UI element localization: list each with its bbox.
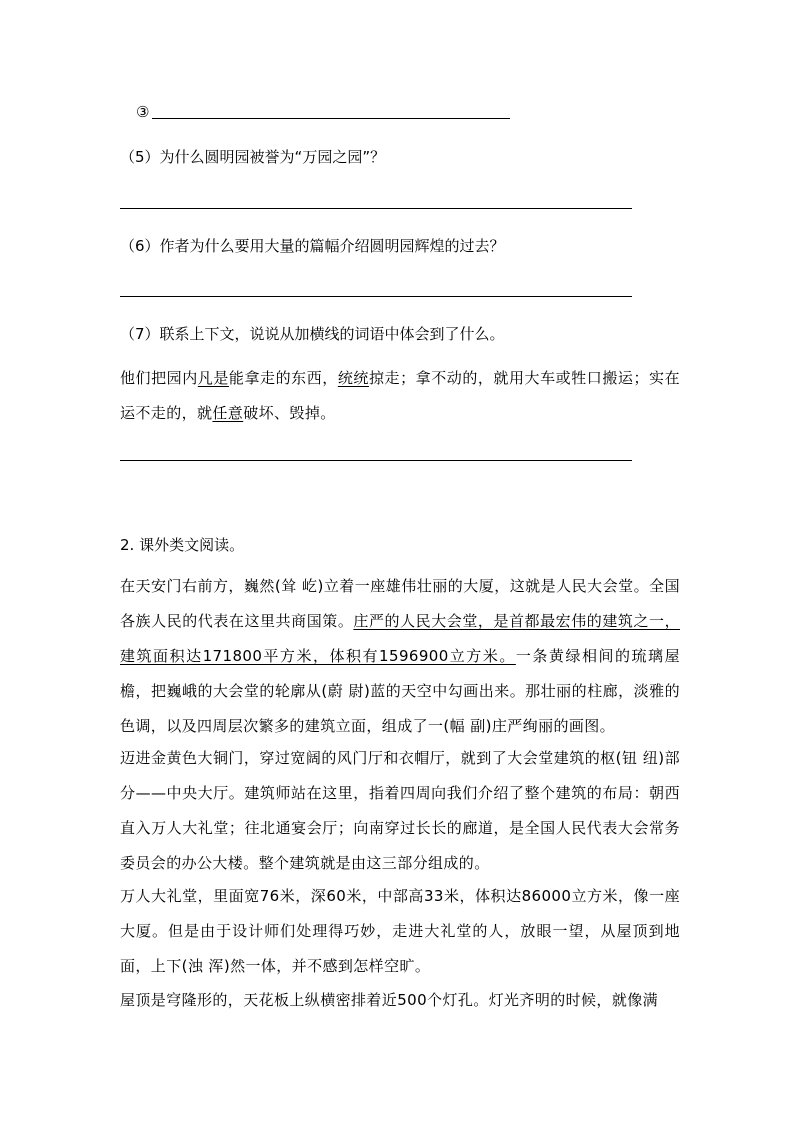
passage-text: 一条黄绿相间的琉璃屋檐，把巍峨的大会堂的轮廓从(蔚 尉)蓝的天空中勾画出来。那壮丽的柱廊，淡雅的色调，以及四周层次繁多的建筑立面，组成了一(幅 副)庄严绚丽的画图。: [120, 647, 680, 735]
section-2-title: 2. 课外类文阅读。: [120, 536, 245, 554]
question-7: （7）联系上下文，说说从加横线的词语中体会到了什么。: [120, 325, 505, 343]
passage-paragraph-3: 万人大礼堂，里面宽76米，深60米，中部高33米，体积达86000立方米，像一座大厦。但是由于设计师们处理得巧妙，走进大礼堂的人，放眼一望，从屋顶到地面，上下(浊 浑)然一体，并不感到怎样空旷。: [120, 887, 680, 975]
q3-answer-row: [120, 94, 680, 130]
question-5: （5）为什么圆明园被誉为“万园之园”？: [120, 148, 386, 166]
passage-paragraph-1: [120, 569, 680, 744]
quote-text: 他们把园内: [120, 369, 198, 387]
underlined-word: 统统: [337, 369, 369, 387]
q7-quote: [120, 361, 680, 431]
q3-answer-line[interactable]: [152, 118, 510, 119]
quote-text: 破坏、毁掉。: [243, 404, 336, 422]
passage-paragraph-2: 迈进金黄色大铜门，穿过宽阔的风门厅和衣帽厅，就到了大会堂建筑的枢(钮 纽)部分——中央大厅。建筑师站在这里，指着四周向我们介绍了整个建筑的布局：朝西直入万人大礼堂；往北通宴会厅；向南穿过长长的廊道，是全国人民代表大会常务委员会的办公大楼。整个建筑就是由这三部分组成的。: [120, 749, 680, 872]
passage-paragraph-4: 屋顶是穹隆形的，天花板上纵横密排着近500个灯孔。灯光齐明的时候，就像满: [120, 991, 659, 1009]
q6-answer-line[interactable]: [120, 296, 632, 297]
underlined-word: 任意: [212, 404, 244, 422]
quote-text: 掠走；拿不动的，就用大车或牲口搬运；实在运不走的，就: [120, 369, 680, 422]
q5-answer-line[interactable]: [120, 208, 632, 209]
passage-text: 在天安门右前方，巍然(耸 屹)立着一座雄伟壮丽的大厦，这就是人民大会堂。全国各族人民的代表在这里共商国策。: [120, 577, 680, 630]
q3-marker: ③: [136, 103, 150, 121]
quote-text: 能拿走的东西，: [228, 369, 338, 387]
underlined-word: 凡是: [197, 369, 229, 387]
q7-answer-line[interactable]: [120, 460, 632, 461]
underlined-sentence: 庄严的人民大会堂，是首都最宏伟的建筑之一，建筑面积达171800平方米，体积有1596900立方米。: [120, 612, 680, 665]
question-6: （6）作者为什么要用大量的篇幅介绍圆明园辉煌的过去？: [120, 237, 505, 255]
